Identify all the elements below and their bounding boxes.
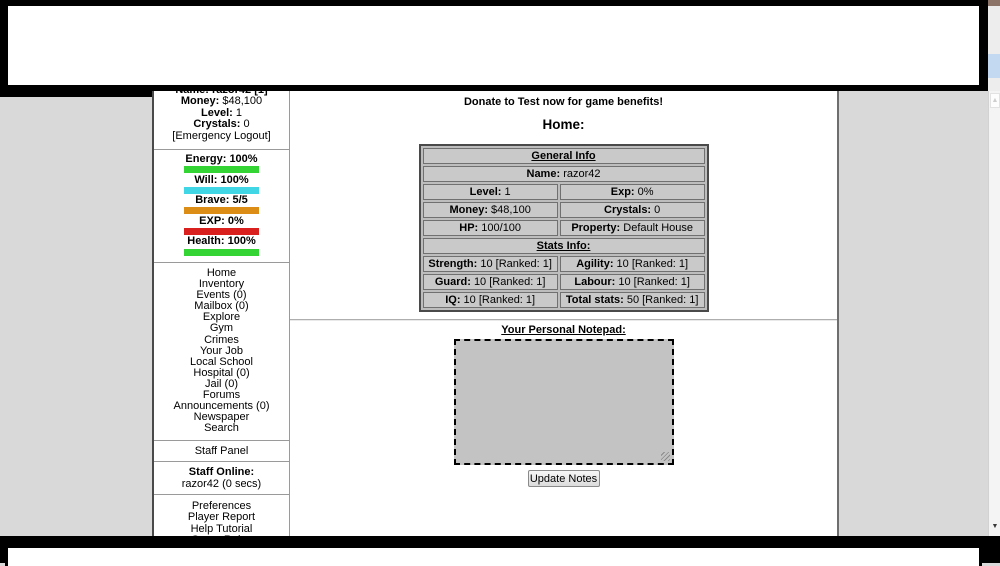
sidebar-link-help-tutorial[interactable]: Help Tutorial	[190, 522, 253, 535]
exp-label: EXP: 0%	[199, 214, 244, 227]
scrollbar-up-icon[interactable]: ▲	[990, 93, 1000, 108]
emergency-logout-link[interactable]: [Emergency Logout]	[172, 129, 271, 142]
name-cell: Name: razor42	[423, 166, 705, 182]
health-bar-unit	[154, 236, 289, 255]
agility-cell: Agility: 10 [Ranked: 1]	[560, 256, 705, 272]
energy-label: Energy: 100%	[185, 153, 258, 166]
general-info-header: General Info	[423, 148, 705, 164]
notepad-title: Your Personal Notepad:	[501, 324, 626, 336]
top-overlay-extension	[0, 91, 152, 97]
will-label: Will: 100%	[194, 173, 249, 186]
bottom-overlay	[0, 536, 1000, 563]
money-cell: Money: $48,100	[423, 202, 558, 218]
property-cell: Property: Default House	[560, 220, 705, 236]
sidebar-link-events[interactable]: Events (0)	[196, 289, 247, 302]
content-divider	[290, 319, 837, 321]
crystals-cell: Crystals: 0	[560, 202, 705, 218]
brave-bar-unit	[154, 195, 289, 214]
exp-bar	[184, 228, 259, 235]
page-title: Home:	[542, 117, 585, 132]
top-overlay	[0, 0, 988, 91]
scrollbar-down-icon[interactable]: ▼	[991, 523, 999, 530]
player-crystals: Crystals: 0	[193, 118, 250, 131]
sidebar-link-player-report[interactable]: Player Report	[187, 511, 256, 524]
staff-online-label: Staff Online:	[188, 466, 255, 479]
brave-label: Brave: 5/5	[195, 194, 248, 207]
sidebar-link-your-job[interactable]: Your Job	[199, 344, 244, 357]
notepad-textarea[interactable]	[454, 339, 674, 465]
sidebar-link-forums[interactable]: Forums	[202, 389, 241, 402]
update-notes-button[interactable]: Update Notes	[528, 470, 600, 487]
donate-banner: Donate to Test now for game benefits!	[463, 96, 664, 108]
energy-bar-unit	[154, 154, 289, 173]
sidebar-link-home[interactable]: Home	[206, 267, 237, 279]
player-level: Level: 1	[201, 106, 242, 119]
health-label: Health: 100%	[187, 235, 256, 248]
strength-cell: Strength: 10 [Ranked: 1]	[423, 256, 558, 272]
sidebar-link-search[interactable]: Search	[204, 422, 239, 435]
sidebar-link-hospital[interactable]: Hospital (0)	[193, 366, 250, 379]
will-bar	[184, 187, 259, 194]
browser-edge-strip	[988, 0, 1000, 536]
sidebar-link-mailbox[interactable]: Mailbox (0)	[194, 300, 249, 313]
sidebar-link-inventory[interactable]: Inventory	[198, 278, 245, 291]
sidebar-stat-bars	[154, 150, 289, 263]
total-stats-cell: Total stats: 50 [Ranked: 1]	[560, 292, 705, 308]
player-money: Money: $48,100	[180, 95, 263, 108]
exp-cell: Exp: 0%	[560, 184, 705, 200]
sidebar-staff-panel	[154, 441, 289, 462]
staff-panel-link[interactable]: Staff Panel	[194, 445, 249, 458]
sidebar-link-explore[interactable]: Explore	[202, 311, 241, 324]
notepad-wrapper	[454, 339, 674, 465]
guard-cell: Guard: 10 [Ranked: 1]	[423, 274, 558, 290]
sidebar-nav	[154, 263, 289, 441]
sidebar-staff-online	[154, 462, 289, 495]
hp-cell: HP: 100/100	[423, 220, 558, 236]
energy-bar	[184, 166, 259, 173]
level-cell: Level: 1	[423, 184, 558, 200]
health-bar	[184, 249, 259, 256]
top-overlay-box	[5, 3, 982, 88]
sidebar-link-preferences[interactable]: Preferences	[191, 500, 252, 512]
edge-artifact-blue	[988, 54, 1000, 78]
sidebar-link-crimes[interactable]: Crimes	[204, 333, 239, 346]
staff-online-user[interactable]: razor42 (0 secs)	[181, 477, 262, 490]
labour-cell: Labour: 10 [Ranked: 1]	[560, 274, 705, 290]
sidebar-link-newspaper[interactable]: Newspaper	[193, 411, 250, 424]
general-info-table	[419, 144, 709, 312]
stats-info-header: Stats Info:	[423, 238, 705, 254]
brave-bar	[184, 207, 259, 214]
sidebar-link-announcements[interactable]: Announcements (0)	[173, 400, 270, 413]
sidebar-link-local-school[interactable]: Local School	[190, 355, 253, 368]
iq-cell: IQ: 10 [Ranked: 1]	[423, 292, 558, 308]
edge-artifact-top	[988, 0, 1000, 6]
sidebar-link-jail[interactable]: Jail (0)	[204, 377, 238, 390]
will-bar-unit	[154, 175, 289, 194]
exp-bar-unit	[154, 216, 289, 235]
scrollbar[interactable]	[988, 91, 1000, 536]
sidebar-link-gym[interactable]: Gym	[209, 322, 234, 335]
